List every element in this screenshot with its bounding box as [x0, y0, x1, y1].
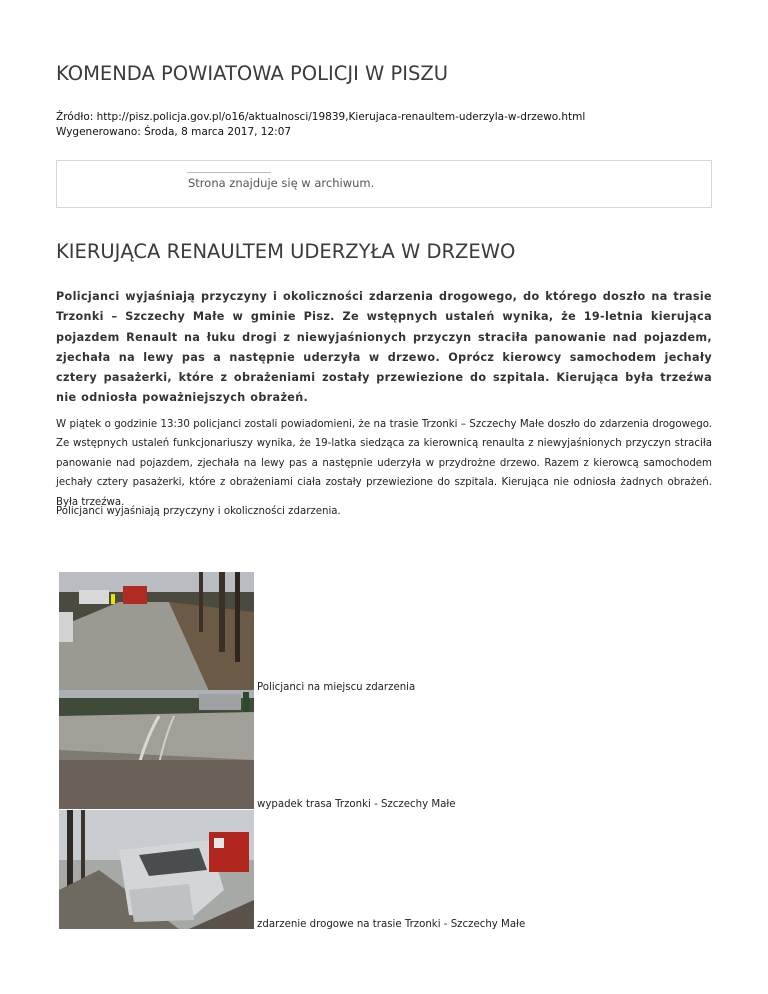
generated-date: Wygenerowano: Środa, 8 marca 2017, 12:07 [56, 125, 292, 138]
photo-road-scene-icon [59, 572, 254, 691]
gallery-photo-2[interactable] [59, 690, 254, 809]
gallery-photo-3[interactable] [59, 810, 254, 929]
archive-notice [56, 160, 712, 208]
photo-damaged-car-icon [59, 810, 254, 929]
gallery-caption-3: zdarzenie drogowe na trasie Trzonki - Szczechy Małe [257, 919, 526, 930]
article-lead: Policjanci wyjaśniają przyczyny i okoliczności zdarzenia drogowego, do którego doszło na trasie Trzonki – Szczechy Małe w gminie Pisz. Ze wstępnych ustaleń wynika, że 19-letnia kierująca pojazdem Renault na łuku drogi z niewyjaśnionych przyczyn straciła panowanie nad pojazdem, zjechała na lewy pas a następnie uderzyła w drzewo. Oprócz kierowcy samochodem jechały cztery pasażerki, które z obrażeniami zostały przewiezione do szpitala. Kierująca była trzeźwa nie odniosła poważniejszych obrażeń. [56, 290, 712, 405]
archive-divider [187, 172, 271, 173]
site-title: KOMENDA POWIATOWA POLICJI W PISZU [56, 62, 449, 85]
archive-text: Strona znajduje się w archiwum. [188, 176, 375, 190]
source-url: Źródło: http://pisz.policja.gov.pl/o16/aktualnosci/19839,Kierujaca-renaultem-uderzyla-w-drzewo.html [56, 111, 586, 123]
gallery-caption-2: wypadek trasa Trzonki - Szczechy Małe [257, 799, 456, 810]
page-meta [56, 110, 585, 139]
article-title: KIERUJĄCA RENAULTEM UDERZYŁA W DRZEWO [56, 240, 516, 263]
gallery-photo-1[interactable] [59, 572, 254, 691]
article-note: Policjanci wyjaśniają przyczyny i okoliczności zdarzenia. [56, 506, 341, 517]
gallery-caption-1: Policjanci na miejscu zdarzenia [257, 682, 416, 693]
photo-road-marks-icon [59, 690, 254, 809]
article-body: W piątek o godzinie 13:30 policjanci zostali powiadomieni, że na trasie Trzonki – Szczechy Małe doszło do zdarzenia drogowego. Ze wstępnych ustaleń funkcjonariuszy wynika, że 19-latka siedząca za kierownicą renaulta z niewyjaśnionych przyczyn straciła panowanie nad pojazdem, zjechała na lewy pas a następnie uderzyła w przydrożne drzewo. Razem z kierowcą samochodem jechały cztery pasażerki, które z obrażeniami ciała zostały przewiezione do szpitala. Kierująca nie odniosła żadnych obrażeń. Była trzeźwa. [56, 419, 712, 508]
